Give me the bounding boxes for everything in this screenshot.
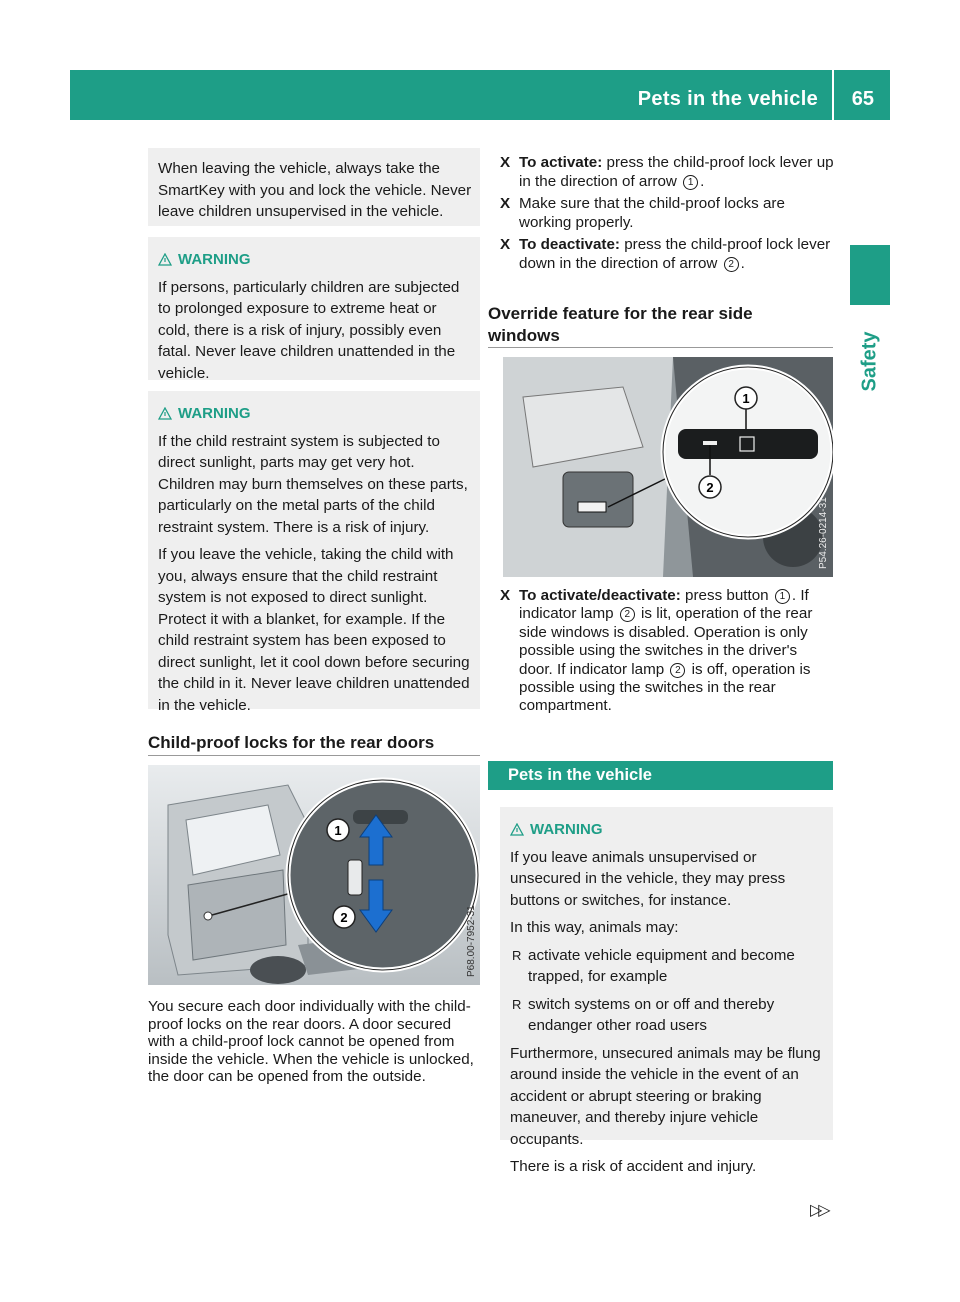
child-lock-illustration	[148, 765, 480, 985]
warning-box-2	[148, 391, 480, 714]
step-check: X Make sure that the child-proof locks are working properly.	[500, 195, 785, 231]
override-heading: Override feature for the rear side windows	[488, 304, 753, 345]
pets-warning-para-1: If you leave animals unsupervised or unsecured in the vehicle, they may press buttons or switches, for instance.	[510, 848, 786, 909]
bullet-icon: R	[512, 996, 522, 1012]
bullet-icon: R	[512, 947, 522, 963]
warning-heading: WARNING	[510, 819, 825, 841]
warning-box-pets	[500, 807, 833, 1175]
note-text: When leaving the vehicle, always take the SmartKey with you and lock the vehicle. Never leave children unsupervised in the vehicle.	[158, 160, 472, 220]
callout-1: 1	[334, 823, 342, 838]
step-deactivate: X To deactivate: press the child-proof lock lever down in the direction of arrow 2 .	[500, 236, 831, 272]
warning-2-para-1: If the child restraint system is subjected to direct sunlight, parts may get very hot. Children may burn themselves on these parts, particularly on the metal parts of the child restraint system. There is a risk of injury.	[158, 432, 468, 536]
step-marker-icon: X	[500, 195, 511, 212]
side-tab-marker	[850, 245, 890, 305]
image-code: P54.26-0214-31	[818, 497, 829, 569]
warning-box-1	[148, 237, 480, 380]
step-activate: X To activate: press the child-proof lock lever up in the direction of arrow 1 .	[500, 154, 834, 190]
callout-1: 1	[742, 391, 750, 406]
warning-1-text: If persons, particularly children are subjected to prolonged exposure to extreme heat or cold, there is a risk of injury, possibly even fatal. Never leave children unattended in the vehicle.	[158, 278, 460, 382]
ref-circle-1: 1	[683, 175, 698, 190]
ref-circle-2: 2	[724, 257, 739, 272]
image-code: P68.00-7952-31	[466, 905, 477, 977]
child-locks-heading: Child-proof locks for the rear doors	[148, 733, 435, 752]
warning-triangle-icon	[158, 253, 172, 266]
continue-arrow-icon: ▷▷	[810, 1202, 827, 1219]
pets-warning-para-4: There is a risk of accident and injury.	[510, 1158, 757, 1175]
ref-circle-2: 2	[670, 663, 685, 678]
header-divider	[832, 70, 834, 120]
section-title: Pets in the vehicle	[508, 766, 652, 784]
page-number: 65	[851, 88, 874, 110]
side-tab-label: Safety	[858, 331, 881, 392]
step-activate-deactivate: X To activate/deactivate: press button 1 . If indicator lamp 2 is lit, operation of the rear side windows is disabled. Operation is only possible using the switches in the driver's door. If indicator lamp 2 is off, operation is possible using the switches in the rear compartment.	[500, 587, 813, 715]
warning-heading: WARNING	[158, 403, 472, 425]
heading-rule	[488, 347, 833, 348]
step-marker-icon: X	[500, 236, 511, 253]
heading-rule	[148, 755, 480, 756]
ref-circle-1: 1	[775, 589, 790, 604]
callout-2: 2	[706, 480, 714, 495]
step-marker-icon: X	[500, 587, 511, 604]
pets-warning-para-2: In this way, animals may:	[510, 919, 679, 936]
step-marker-icon: X	[500, 154, 511, 171]
note-box	[148, 148, 480, 226]
header-title: Pets in the vehicle	[637, 88, 818, 110]
warning-triangle-icon	[158, 407, 172, 420]
override-illustration	[503, 357, 833, 577]
section-band	[488, 761, 833, 790]
warning-heading: WARNING	[158, 249, 472, 271]
list-item: R activate vehicle equipment and become trapped, for example	[512, 946, 795, 985]
callout-2: 2	[340, 910, 348, 925]
pets-warning-para-3: Furthermore, unsecured animals may be flung around inside the vehicle in the event of an accident or abrupt steering or braking maneuver, and thereby injure vehicle occupants.	[510, 1044, 821, 1148]
child-locks-paragraph: You secure each door individually with the child-proof locks on the rear doors. A door secured with a child-proof lock cannot be opened from inside the vehicle. When the vehicle is unlocked, the door can be opened from the outside.	[148, 998, 474, 1086]
warning-2-para-2: If you leave the vehicle, taking the child with you, always ensure that the child restraint system is not exposed to direct sunlight. Protect it with a blanket, for example. If the child restraint system has been exposed to direct sunlight, let it cool down before securing the child in it. Never leave children unattended in the vehicle.	[158, 546, 470, 714]
ref-circle-2: 2	[620, 607, 635, 622]
warning-triangle-icon	[510, 823, 524, 836]
list-item: R switch systems on or off and thereby endanger other road users	[512, 995, 775, 1034]
page-header	[70, 70, 890, 120]
